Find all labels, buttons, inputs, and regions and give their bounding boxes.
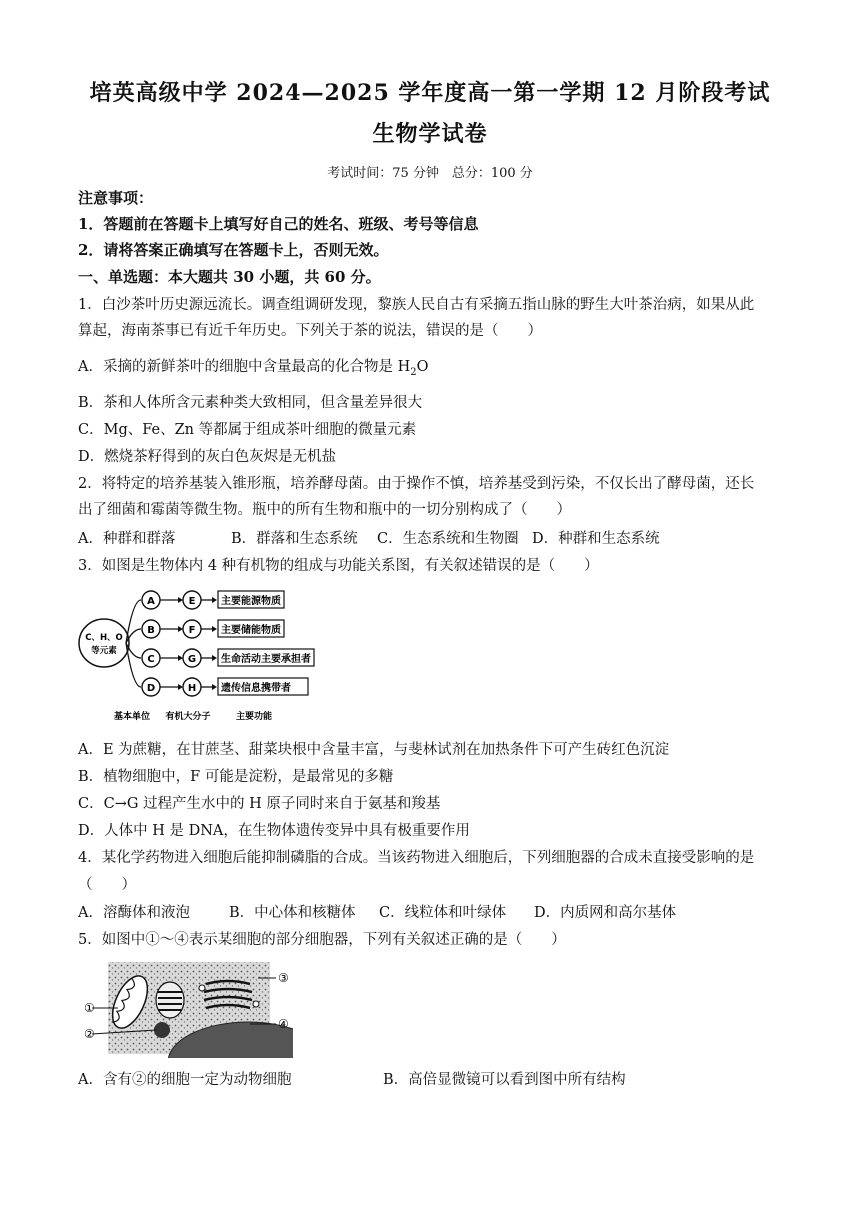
q3-option-d: D．人体中 H 是 DNA，在生物体遗传变异中具有极重要作用	[78, 823, 470, 839]
q1-stem-line2: 算起，海南茶事已有近千年历史。下列关于茶的说法，错误的是（ ）	[78, 323, 542, 339]
q4-option-b: B．中心体和核糖体	[229, 905, 356, 921]
q3-arrowhead-b-1	[212, 626, 217, 632]
q3-function-label-0: 主要能源物质	[221, 596, 281, 607]
q3-col-label-units: 基本单位	[113, 712, 151, 722]
q3-arrowhead-a-3	[178, 684, 183, 690]
q3-macro-label-2: G	[187, 654, 197, 665]
q3-arrowhead-b-2	[212, 655, 217, 661]
q3-figure	[78, 585, 318, 725]
q3-col-label-function: 主要功能	[235, 712, 273, 722]
q3-macro-label-1: F	[188, 625, 196, 636]
section-heading: 一、单选题：本大题共 30 小题，共 60 分。	[78, 268, 381, 286]
q2-option-a: A．种群和群落	[78, 531, 176, 547]
figure-label-1: ①	[84, 1001, 95, 1015]
q3-unit-label-3: D	[146, 683, 156, 694]
q3-option-a: A．E 为蔗糖，在甘蔗茎、甜菜块根中含量丰富，与斐林试剂在加热条件下可产生砖红色沉淀	[78, 742, 670, 758]
q3-function-label-1: 主要储能物质	[221, 625, 281, 636]
q3-function-label-3: 遗传信息携带者	[221, 683, 291, 694]
q2-option-b: B．群落和生态系统	[231, 531, 358, 547]
q3-arrowhead-b-3	[212, 684, 217, 690]
q2-options	[78, 529, 788, 549]
q2-option-d: D．种群和生态系统	[532, 531, 660, 547]
q4-option-a: A．溶酶体和液泡	[78, 905, 190, 921]
q1-option-b: B．茶和人体所含元素种类大致相同，但含量差异很大	[78, 395, 423, 411]
q1-option-a: A．采摘的新鲜茶叶的细胞中含量最高的化合物是 $H_2O$	[78, 359, 429, 378]
q3-function-label-2: 生命活动主要承担者	[221, 654, 311, 665]
exam-title: 培英高级中学 2024—2025 学年度高一第一学期 12 月阶段考试	[89, 80, 771, 106]
q3-option-b: B．植物细胞中，F 可能是淀粉，是最常见的多糖	[78, 769, 394, 785]
q1-option-c: C．Mg、Fe、Zn 等都属于组成茶叶细胞的微量元素	[78, 422, 417, 438]
q3-source-line2: 等元素	[91, 646, 117, 656]
q3-macro-label-3: H	[187, 683, 197, 694]
centriole-shape	[154, 1022, 170, 1038]
organelle-stack-shape	[156, 982, 184, 1018]
q4-options	[78, 903, 788, 923]
q5-options	[78, 1070, 788, 1090]
q4-stem-line2: （ ）	[78, 877, 136, 893]
q5-figure	[78, 958, 293, 1058]
q4-stem-line1: 4．某化学药物进入细胞后能抑制磷脂的合成。当该药物进入细胞后，下列细胞器的合成未直接受影响的是	[78, 850, 755, 866]
q3-source-ellipse	[79, 619, 129, 667]
notice-item-2: 2．请将答案正确填写在答题卡上，否则无效。	[78, 241, 389, 259]
q3-arrowhead-b-0	[212, 597, 217, 603]
notice-heading: 注意事项：	[78, 189, 154, 207]
q4-option-d: D．内质网和高尔基体	[534, 905, 677, 921]
q3-unit-label-2: C	[147, 654, 155, 665]
q2-stem-line1: 2．将特定的培养基装入锥形瓶，培养酵母菌。由于操作不慎，培养基受到污染，不仅长出了酵母菌，还长	[78, 476, 755, 492]
q3-arrowhead-a-0	[178, 597, 183, 603]
exam-info: 考试时间：75 分钟 总分：100 分	[327, 166, 533, 181]
q3-col-label-macro: 有机大分子	[165, 712, 211, 722]
figure-label-4: ④	[278, 1017, 289, 1031]
q3-stem: 3．如图是生物体内 4 种有机物的组成与功能关系图，有关叙述错误的是（ ）	[78, 558, 599, 574]
q2-option-c: C．生态系统和生物圈	[377, 531, 519, 547]
q5-stem: 5．如图中①～④表示某细胞的部分细胞器，下列有关叙述正确的是（ ）	[78, 932, 566, 948]
q1-stem-line1: 1．白沙茶叶历史源远流长。调查组调研发现，黎族人民自古有采摘五指山脉的野生大叶茶治病，如果从此	[78, 297, 755, 313]
q3-unit-label-1: B	[147, 625, 155, 636]
q3-unit-label-0: A	[147, 596, 155, 607]
figure-label-3: ③	[278, 971, 289, 985]
q3-option-c: C．C→G 过程产生水中的 H 原子同时来自于氨基和羧基	[78, 796, 441, 812]
q3-macro-label-0: E	[188, 596, 196, 607]
figure-label-2: ②	[84, 1027, 95, 1041]
q3-source-line1: C、H、O	[85, 633, 123, 643]
q3-arrowhead-a-2	[178, 655, 183, 661]
q3-arrowhead-a-1	[178, 626, 183, 632]
q5-option-a: A．含有②的细胞一定为动物细胞	[78, 1072, 292, 1088]
exam-subtitle: 生物学试卷	[372, 121, 488, 147]
notice-item-1: 1．答题前在答题卡上填写好自己的姓名、班级、考号等信息	[78, 215, 479, 233]
q5-option-b: B．高倍显微镜可以看到图中所有结构	[383, 1072, 626, 1088]
q1-option-d: D．燃烧茶籽得到的灰白色灰烬是无机盐	[78, 449, 337, 465]
q2-stem-line2: 出了细菌和霉菌等微生物。瓶中的所有生物和瓶中的一切分别构成了（ ）	[78, 502, 571, 518]
q4-option-c: C．线粒体和叶绿体	[379, 905, 507, 921]
